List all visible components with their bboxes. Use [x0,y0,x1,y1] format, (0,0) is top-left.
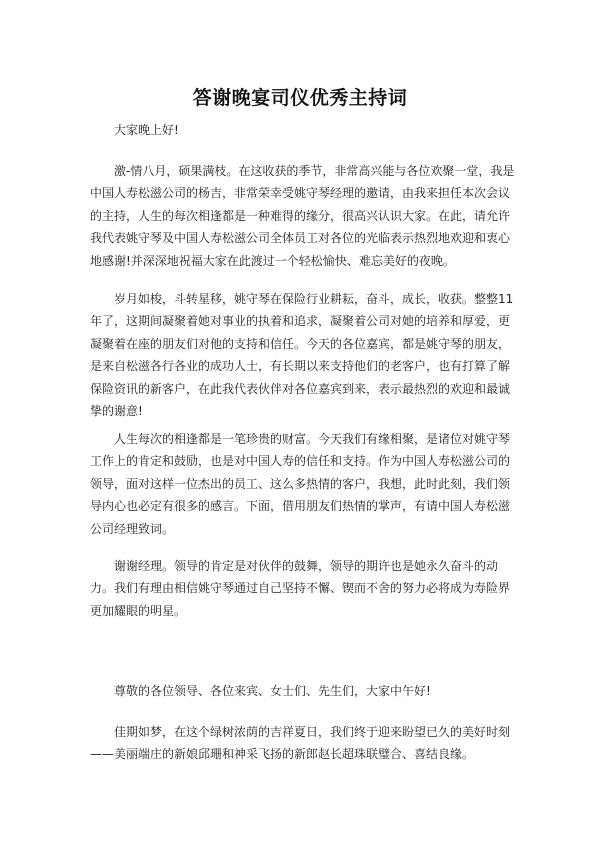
paragraph-2: 岁月如梭，斗转星移，姚守琴在保险行业耕耘，奋斗，成长，收获。整整11年了，这期间凝聚着她对事业的执着和追求，凝聚着公司对她的培养和厚爱，更凝聚着在座的朋友们对他的支持和信任。今天的各位嘉宾，都是姚守琴的朋友，是来自松滋各行各业的成功人士，有长期以来支持他们的老客户，也有打算了解保险资讯的新客户，在此我代表伙伴对各位嘉宾到来，表示最热烈的欢迎和最诚挚的谢意! [90,292,514,419]
paragraph-5: 佳期如梦，在这个绿树浓荫的吉祥夏日，我们终于迎来盼望已久的美好时刻——美丽端庄的新娘邱珊和神采飞扬的新郎赵长超珠联璧合、喜结良缘。 [90,725,511,762]
paragraph-4: 谢谢经理。领导的肯定是对伙伴的鼓舞，领导的期许也是她永久奋斗的动力。我们有理由相信姚守琴通过自己坚持不懈、锲而不舍的努力必将成为寿险界更加耀眼的明星。 [90,559,511,618]
greeting-evening: 大家晚上好! [114,123,179,137]
document-title: 答谢晚宴司仪优秀主持词 [192,87,408,109]
greeting-noon: 尊敬的各位领导、各位来宾、女士们、先生们，大家中午好! [114,684,431,698]
paragraph-3: 人生每次的相逢都是一笔珍贵的财富。今天我们有缘相聚，是诸位对姚守琴工作上的肯定和鼓励，也是对中国人寿的信任和支持。作为中国人寿松滋公司的领导，面对这样一位杰出的员工、这么多热情的客户，我想，此时此刻，我们领导内心也必定有很多的感言。下面，借用朋友们热情的掌声，有请中国人寿松滋公司经理致词。 [90,432,511,536]
paragraph-1: 激-情八月，硕果满枝。在这收获的季节，非常高兴能与各位欢聚一堂，我是中国人寿松滋公司的杨吉，非常荣幸受姚守琴经理的邀请，由我来担任本次会议的主持，人生的每次相逢都是一种难得的缘分，很高兴认识大家。在此，请允许我代表姚守琴及中国人寿松滋公司全体员工对各位的光临表示热烈地欢迎和衷心地感谢!并深深地祝福大家在此渡过一个轻松愉快、难忘美好的夜晚。 [90,164,515,268]
